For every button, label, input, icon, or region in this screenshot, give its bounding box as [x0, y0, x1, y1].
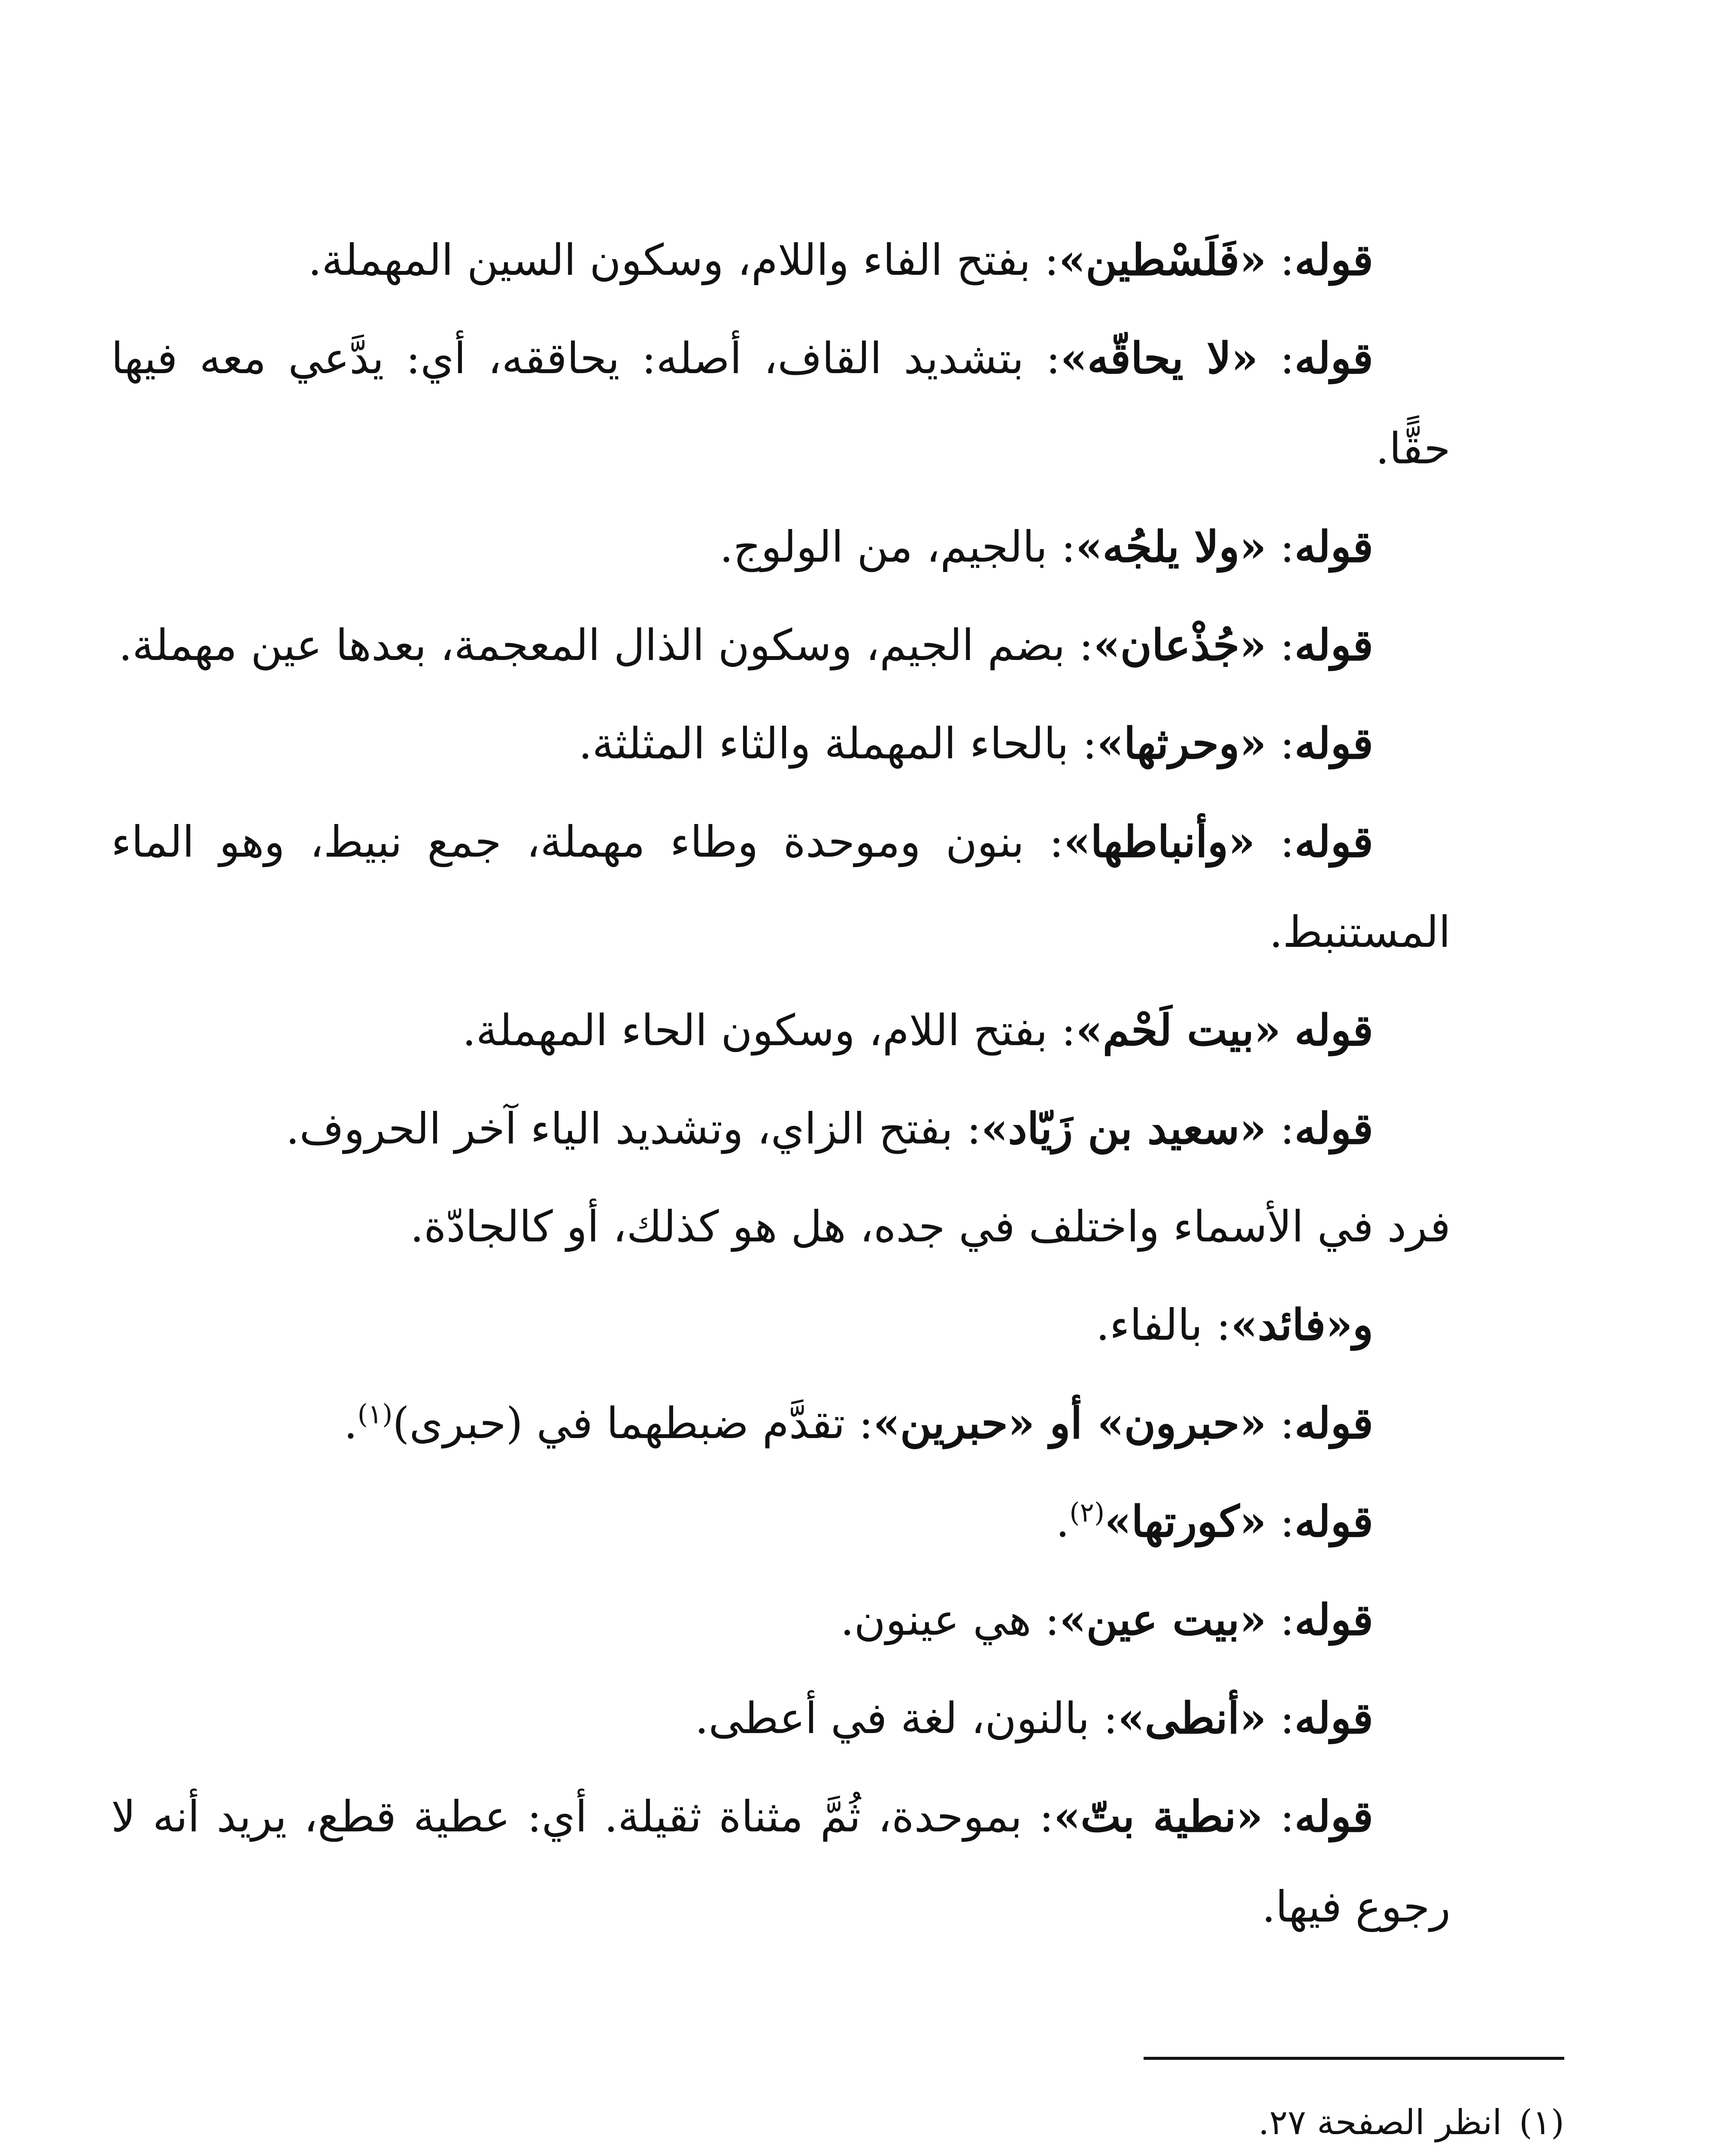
entry-headword: «لا يحاقّه» [1060, 333, 1258, 383]
entry-headword: «فائد» [1231, 1299, 1353, 1350]
entry-headword: «حبرون» [1097, 1398, 1266, 1448]
entry-keyword: قوله [1294, 234, 1373, 285]
footnote-reference[interactable]: (٢) [1069, 1496, 1105, 1528]
entry-keyword: قوله [1294, 521, 1373, 572]
entry-bayt-ayn: قوله: «بيت عين»: هي عينون. [840, 1594, 1373, 1645]
footnote-number: (١) [1519, 2102, 1564, 2142]
footnotes [191, 2087, 1564, 2147]
entry-headword: «بيت لَحْم» [1076, 1005, 1281, 1055]
entry-prefix: و [1352, 1299, 1373, 1350]
entry-anbatuha: قوله: «وأنباطها»: بنون وموحدة وطاء مهملة، جمع نبيط، وهو الماء المستنبط. [111, 816, 1451, 957]
entry-headword: «بيت عين» [1059, 1594, 1266, 1645]
entry-definition: : تقدَّم ضبطهما في (حبرى) [392, 1398, 874, 1448]
entry-faid [111, 1280, 1451, 1370]
entry-headword: «أنطى» [1117, 1693, 1266, 1743]
entry-definition: : بالفاء. [1096, 1300, 1231, 1350]
entry-definition: : بضم الجيم، وسكون الذال المعجمة، بعدها عين مهملة. [118, 620, 1094, 670]
entry-keyword: قوله [1294, 718, 1373, 769]
entry-natiyyat-batt: قوله: «نطية بتّ»: بموحدة، ثُمَّ مثناة ثقيلة. أي: عطية قطع، يريد أنه لا رجوع فيها. [111, 1791, 1451, 1932]
entry-harthuha: قوله: «وحرثها»: بالحاء المهملة والثاء المثلثة. [578, 718, 1373, 769]
entry-keyword: قوله [1294, 1693, 1373, 1743]
entry-keyword: قوله [1294, 816, 1373, 867]
entry-headword: «وأنباطها» [1063, 816, 1255, 867]
entry-definition: : بالنون، لغة في أعطى. [695, 1693, 1118, 1743]
entry-keyword: قوله [1294, 1398, 1373, 1448]
entry-headword: «نطية بتّ» [1053, 1791, 1263, 1842]
footnote-text: انظر الصفحة ٢٧. [1258, 2102, 1502, 2142]
entry-falastin: قوله: «فَلَسْطين»: بفتح الفاء واللام، وسكون السين المهملة. [308, 234, 1373, 285]
entry-definition: : بفتح اللام، وسكون الحاء المهملة. [462, 1005, 1076, 1055]
entry-keyword: قوله [1294, 620, 1373, 670]
entry-connector: أو [1035, 1398, 1098, 1448]
entry-definition: : بنون وموحدة وطاء مهملة، جمع نبيط، وهو الماء المستنبط. [111, 817, 1451, 957]
entry-kuratuha: قوله: «كورتها»$^{(٢)}$. [1056, 1496, 1373, 1547]
entry-headword-alt: «حبرين» [873, 1398, 1035, 1448]
entry-keyword: قوله [1294, 1005, 1373, 1055]
entry-anta: قوله: «أنطى»: بالنون، لغة في أعطى. [695, 1693, 1373, 1743]
entry-definition: : بتشديد القاف، أصله: يحاققه، أي: يدَّعي معه فيها حقًّا. [111, 333, 1451, 474]
entry-headword: «ولا يلجُه» [1075, 521, 1266, 572]
entry-bayt-lahm [111, 985, 1451, 1076]
entry-definition: : بفتح الزاي، وتشديد الياء آخر الحروف. [285, 1104, 981, 1154]
entry-headword: «جُذْعان» [1093, 620, 1266, 670]
entry-headword: «سعيد بن زَيّاد» [981, 1103, 1266, 1154]
main-text [111, 215, 1451, 1960]
entry-definition: : هي عينون. [840, 1595, 1059, 1645]
entry-definition: : بالجيم، من الولوج. [719, 522, 1076, 572]
entry-headword: «كورتها» [1105, 1496, 1266, 1547]
entry-keyword: قوله [1294, 333, 1373, 383]
entry-wa-la-yaljuhu: قوله: «ولا يلجُه»: بالجيم، من الولوج. [719, 521, 1373, 572]
footnote-item [191, 2087, 1564, 2147]
entry-keyword: قوله [1294, 1594, 1373, 1645]
entry-keyword: قوله [1294, 1496, 1373, 1547]
entry-judhan: قوله: «جُذْعان»: بضم الجيم، وسكون الذال المعجمة، بعدها عين مهملة. [118, 620, 1373, 670]
footnote-reference[interactable]: (١) [357, 1398, 393, 1430]
entry-keyword: قوله [1294, 1103, 1373, 1154]
entry-definition: : بالحاء المهملة والثاء المثلثة. [578, 718, 1097, 769]
entry-hebron: قوله: «حبرون» أو «حبرين»: تقدَّم ضبطهما في (حبرى)$^{(١)}$. [343, 1398, 1373, 1448]
entry-definition: : بفتح الفاء واللام، وسكون السين المهملة. [308, 235, 1059, 285]
footnote-separator [1144, 2057, 1564, 2060]
entry-said-bin-ziyad: قوله: «سعيد بن زَيّاد»: بفتح الزاي، وتشديد الياء آخر الحروف. [285, 1103, 1373, 1154]
entry-keyword: قوله [1294, 1791, 1374, 1842]
continuation-paragraph: فرد في الأسماء واختلف في جده، هل هو كذلك، أو كالجادّة. [410, 1201, 1451, 1252]
entry-definition: : بموحدة، ثُمَّ مثناة ثقيلة. أي: عطية قطع، يريد أنه لا رجوع فيها. [111, 1791, 1451, 1932]
entry-headword: «فَلَسْطين» [1059, 234, 1266, 285]
entry-la-yuhaqquhu: قوله: «لا يحاقّه»: بتشديد القاف، أصله: يحاققه، أي: يدَّعي معه فيها حقًّا. [111, 333, 1451, 474]
entry-headword: «وحرثها» [1097, 718, 1266, 769]
